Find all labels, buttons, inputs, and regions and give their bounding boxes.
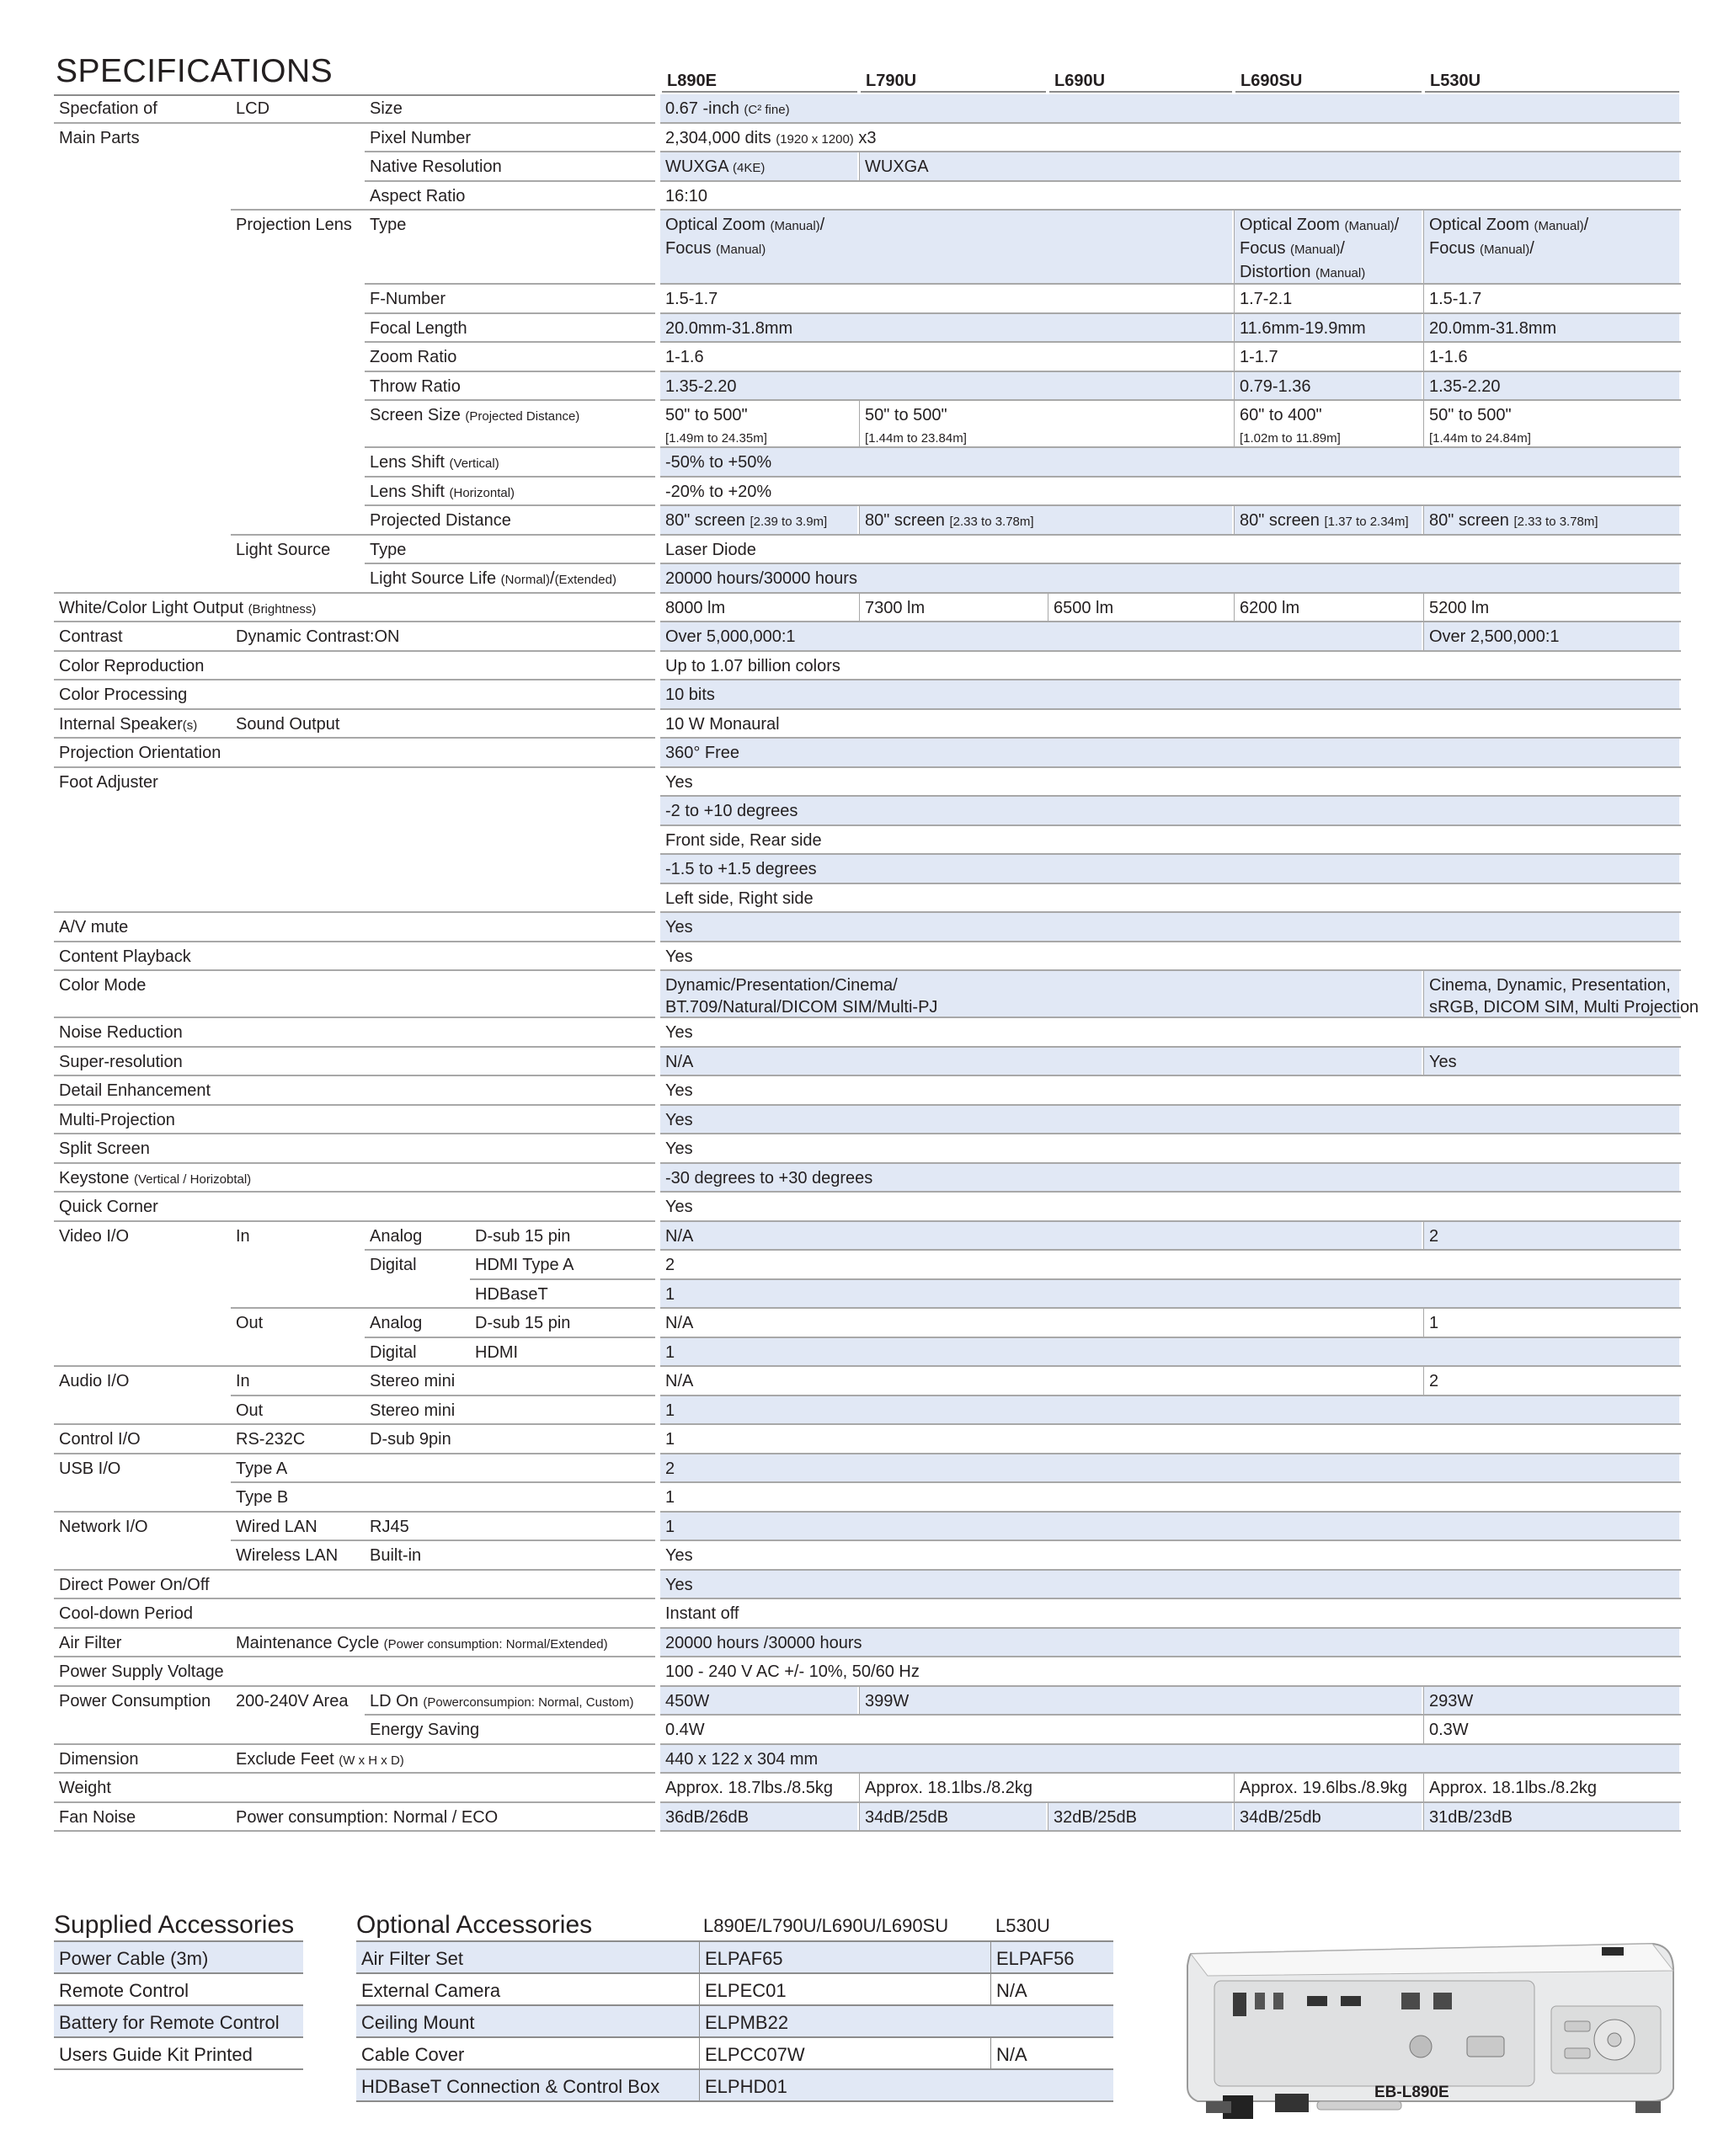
spec-value-cell: 1 [660,1396,1679,1424]
spec-value-cell: N/A [660,1309,1422,1337]
spec-value-cell: 0.67 -inch (C² fine) [660,94,1679,122]
spec-label-c3: Energy Saving [370,1721,480,1739]
spec-value-cell: 2 [1423,1222,1679,1250]
spec-label-c3: Analog [370,1226,423,1246]
model-header-rule [1425,91,1679,93]
spec-value-cell: 20000 hours/30000 hours [660,564,1679,592]
label-rule [231,1307,655,1309]
spec-label-c1: Keystone (Vertical / Horizobtal) [59,1168,252,1187]
spec-value-cell: -50% to +50% [660,448,1679,476]
spec-label-c2: Sound Output [236,714,340,734]
spec-label-c3: Lens Shift (Vertical) [370,453,499,472]
spec-label-c1: Weight [59,1779,111,1797]
spec-label-c3: Lens Shift (Horizontal) [370,482,515,501]
spec-value-cell: 1.5-1.7 [660,285,1232,312]
spec-value-cell: Yes [660,768,1679,796]
spec-label-c1: White/Color Light Output (Brightness) [59,598,317,617]
spec-label-c2: Power consumption: Normal / ECO [236,1807,499,1827]
spec-label-c1: Internal Speaker(s) [59,714,198,734]
spec-value-cell: Laser Diode [660,536,1679,563]
spec-label-c2: 200-240V Area [236,1691,349,1710]
spec-value-cell: Optical Zoom (Manual)/ Focus (Manual) [660,211,1232,283]
optional-accessory-name: HDBaseT Connection & Control Box [356,2070,699,2102]
product-caption: EB-L890E [1374,2084,1449,2101]
spec-value-cell: -2 to +10 degrees [660,797,1679,825]
spec-value-cell: 80" screen [2.33 to 3.78m] [1423,506,1679,534]
spec-value-cell: 1 [660,1425,1679,1453]
optional-accessory-name: External Camera [356,1974,699,2006]
spec-value-cell: 1.35-2.20 [660,372,1232,400]
spec-label-c1: Main Parts [59,128,140,147]
page-title: SPECIFICATIONS [56,53,333,89]
spec-label-c3: Projected Distance [370,511,511,530]
spec-value-cell: Over 5,000,000:1 [660,622,1422,650]
spec-label-c3: Focal Length [370,318,467,338]
spec-value-cell: 7300 lm [859,594,1046,622]
supplied-top-rule [54,1940,303,1942]
spec-value-cell: Front side, Rear side [660,826,1679,854]
spec-label-c1: Detail Enhancement [59,1081,211,1100]
spec-value-cell: 2 [660,1251,1679,1278]
spec-label-c1: Air Filter [59,1633,122,1652]
optional-accessory-part-b: N/A [990,2038,1113,2070]
spec-value-cell: Yes [660,913,1679,941]
spec-label-c3: Pixel Number [370,128,472,147]
spec-label-c2: Out [236,1401,264,1420]
supplied-accessory-item: Users Guide Kit Printed [54,2038,303,2070]
spec-value-cell: Yes [660,1571,1679,1598]
optional-accessory-part-a: ELPHD01 [699,2070,1113,2102]
optional-accessory-part-a: ELPMB22 [699,2006,1113,2038]
spec-label-c2: Maintenance Cycle (Power consumption: Normal/Extended) [236,1633,608,1652]
optional-accessories-heading: Optional Accessories [356,1911,593,1939]
spec-label-c3: Aspect Ratio [370,186,466,205]
spec-value-cell: 11.6mm-19.9mm [1234,314,1422,342]
spec-label-c3: Analog [370,1314,423,1332]
spec-value-cell: 1 [1423,1309,1679,1337]
label-rule [54,911,655,913]
spec-value-cell: Approx. 18.1lbs./8.2kg [1423,1774,1679,1801]
spec-label-c3: RJ45 [370,1517,409,1536]
spec-value-cell: -20% to +20% [660,478,1679,505]
model-header-rule [1049,91,1232,93]
spec-value-cell: 0.79-1.36 [1234,372,1422,400]
label-rule [54,1365,655,1367]
spec-label-c3: Zoom Ratio [370,348,457,366]
spec-label-c3: Throw Ratio [370,376,461,396]
spec-label-c3: Digital [370,1342,417,1362]
spec-label-c3: Digital [370,1256,417,1274]
spec-label-c3: Light Source Life (Normal)/(Extended) [370,569,616,588]
label-rule [231,1481,655,1483]
spec-value-cell: 20.0mm-31.8mm [660,314,1232,342]
spec-value-cell: 1 [660,1513,1679,1540]
spec-value-cell: Yes [660,1193,1679,1220]
spec-label-c1: Projection Orientation [59,744,221,762]
spec-label-c2: Wireless LAN [236,1546,339,1565]
optional-accessory-name: Ceiling Mount [356,2006,699,2038]
spec-value-cell: 1-1.6 [1423,343,1679,371]
spec-label-c1: Direct Power On/Off [59,1575,210,1594]
spec-label-c4: D-sub 15 pin [475,1314,571,1332]
spec-label-c3: D-sub 9pin [370,1430,451,1449]
spec-value-cell: 2 [660,1454,1679,1482]
spec-value-cell: 1.7-2.1 [1234,285,1422,312]
spec-value-cell: 80" screen [2.39 to 3.9m] [660,506,857,534]
spec-label-c2: Light Source [236,540,331,559]
spec-value-cell: Dynamic/Presentation/Cinema/ BT.709/Natural/DICOM SIM/Multi-PJ [660,971,1422,1017]
supplied-accessory-item: Power Cable (3m) [54,1942,303,1974]
spec-value-cell: Up to 1.07 billion colors [660,652,1679,680]
spec-label-c3: Screen Size (Projected Distance) [370,406,580,424]
spec-label-c1: Network I/O [59,1517,148,1536]
spec-label-c1: Noise Reduction [59,1023,183,1042]
spec-label-c1: Fan Noise [59,1807,136,1827]
spec-value-cell: Approx. 19.6lbs./8.9kg [1234,1774,1422,1801]
spec-value-cell: Yes [660,1106,1679,1134]
spec-label-c4: HDMI [475,1342,519,1362]
spec-label-c1: Video I/O [59,1226,130,1246]
spec-value-cell: 399W [859,1687,1422,1715]
spec-value-cell: 32dB/25dB [1048,1803,1232,1831]
supplied-accessory-item: Remote Control [54,1974,303,2006]
spec-value-cell: 80" screen [2.33 to 3.78m] [859,506,1232,534]
spec-value-cell: -1.5 to +1.5 degrees [660,855,1679,883]
model-header-rule [662,91,857,93]
spec-label-c3: Built-in [370,1546,422,1565]
optional-accessory-part-b: N/A [990,1974,1113,2006]
spec-value-cell: Approx. 18.1lbs./8.2kg [859,1774,1232,1801]
spec-label-c1: Dimension [59,1749,139,1769]
spec-label-c3: F-Number [370,290,446,308]
row-rule [660,1830,1681,1832]
spec-value-cell: 20000 hours /30000 hours [660,1629,1679,1657]
spec-value-cell: Yes [660,942,1679,970]
optional-col-b-header: L530U [995,1915,1050,1936]
spec-value-cell: Yes [660,1018,1679,1046]
spec-value-cell: 1.35-2.20 [1423,372,1679,400]
model-header-l790u: L790U [866,72,917,90]
optional-accessory-part-a: ELPCC07W [699,2038,990,2070]
spec-value-cell: 0.3W [1423,1716,1679,1743]
spec-label-c1: Color Reproduction [59,656,205,675]
spec-value-cell: 60" to 400" [1.02m to 11.89m] [1234,401,1422,446]
optional-accessory-name: Cable Cover [356,2038,699,2070]
spec-label-c2: RS-232C [236,1430,306,1449]
spec-label-c1: Multi-Projection [59,1110,175,1129]
spec-value-cell: 80" screen [1.37 to 2.34m] [1234,506,1422,534]
spec-label-c1: Content Playback [59,947,191,966]
label-rule [54,1830,655,1832]
spec-value-cell: 50" to 500" [1.44m to 24.84m] [1423,401,1679,446]
spec-label-c1: Audio I/O [59,1372,130,1390]
spec-label-c2: LCD [236,99,270,118]
spec-value-cell: 10 bits [660,680,1679,708]
spec-label-c1: Super-resolution [59,1052,183,1071]
spec-value-cell: N/A [660,1048,1422,1075]
spec-label-c3: Type [370,540,407,559]
spec-label-c1: A/V mute [59,918,129,937]
optional-col-a-header: L890E/L790U/L690U/L690SU [703,1915,949,1936]
spec-value-cell: 6200 lm [1234,594,1422,622]
spec-label-c1: Specfation of [59,99,157,118]
spec-label-c2: Out [236,1314,264,1332]
spec-value-cell: WUXGA (4KE) [660,152,857,180]
model-header-l890e: L890E [667,72,717,90]
spec-value-cell: 31dB/23dB [1423,1803,1679,1831]
spec-value-cell: Yes [660,1134,1679,1162]
optional-accessory-part-a: ELPAF65 [699,1942,990,1974]
spec-value-cell: 20.0mm-31.8mm [1423,314,1679,342]
spec-value-cell: 293W [1423,1687,1679,1715]
spec-label-c2: In [236,1372,250,1390]
spec-value-cell: WUXGA [859,152,1679,180]
spec-value-cell: 6500 lm [1048,594,1232,622]
spec-value-cell: 1 [660,1280,1679,1308]
spec-value-cell: 34dB/25dB [859,1803,1046,1831]
spec-value-cell: Instant off [660,1599,1679,1627]
spec-value-cell: 5200 lm [1423,594,1679,622]
spec-value-cell: Yes [660,1076,1679,1104]
spec-value-cell: 2 [1423,1367,1679,1395]
spec-value-cell: 440 x 122 x 304 mm [660,1745,1679,1773]
spec-label-c1: Cool-down Period [59,1604,193,1623]
spec-value-cell: 8000 lm [660,594,857,622]
model-header-l690su: L690SU [1240,72,1303,90]
spec-label-c4: HDBaseT [475,1284,548,1304]
spec-label-c1: Split Screen [59,1139,150,1158]
spec-value-cell: 50" to 500" [1.49m to 24.35m] [660,401,857,446]
model-header-rule [1235,91,1422,93]
spec-label-c3: LD On (Powerconsumpion: Normal, Custom) [370,1691,634,1710]
spec-value-cell: -30 degrees to +30 degrees [660,1164,1679,1192]
optional-accessory-name: Air Filter Set [356,1942,699,1974]
spec-value-cell: 10 W Monaural [660,710,1679,738]
spec-value-cell: 1 [660,1483,1679,1511]
spec-label-c2: Type A [236,1459,288,1478]
spec-value-cell: 16:10 [660,182,1679,210]
spec-label-c1: Quick Corner [59,1198,158,1216]
spec-value-cell: 1.5-1.7 [1423,285,1679,312]
spec-label-c3: Type [370,216,407,234]
spec-label-c2: In [236,1226,250,1246]
label-rule [54,1772,655,1774]
spec-label-c1: Color Mode [59,976,147,995]
spec-label-c2: Dynamic Contrast:ON [236,627,400,646]
spec-value-cell: 36dB/26dB [660,1803,857,1831]
spec-value-cell: 360° Free [660,739,1679,766]
spec-label-c4: D-sub 15 pin [475,1226,571,1246]
spec-value-cell: Yes [660,1541,1679,1569]
optional-accessory-part-a: ELPEC01 [699,1974,990,2006]
optional-accessory-part-b: ELPAF56 [990,1942,1113,1974]
supplied-accessory-item: Battery for Remote Control [54,2006,303,2038]
spec-value-cell: 34dB/25db [1234,1803,1422,1831]
spec-value-cell: Approx. 18.7lbs./8.5kg [660,1774,857,1801]
spec-label-c2: Exclude Feet (W x H x D) [236,1749,404,1769]
spec-label-c1: Foot Adjuster [59,772,158,792]
spec-label-c1: USB I/O [59,1459,121,1478]
spec-value-cell: Optical Zoom (Manual)/ Focus (Manual)/ Distortion (Manual) [1234,211,1422,283]
spec-value-cell: 0.4W [660,1716,1422,1743]
spec-value-cell: Optical Zoom (Manual)/ Focus (Manual)/ [1423,211,1679,283]
spec-value-cell: Yes [1423,1048,1679,1075]
spec-label-c1: Power Consumption [59,1691,211,1710]
spec-label-c1: Color Processing [59,686,188,704]
model-header-rule [861,91,1046,93]
optional-top-rule [356,1940,1113,1942]
supplied-accessories-heading: Supplied Accessories [54,1911,295,1939]
spec-value-cell: 1-1.7 [1234,343,1422,371]
spec-label-c2: Wired LAN [236,1517,317,1536]
spec-label-c3: Stereo mini [370,1372,456,1390]
spec-label-c4: HDMI Type A [475,1256,574,1274]
model-header-l530u: L530U [1430,72,1481,90]
spec-label-c1: Control I/O [59,1430,141,1449]
spec-value-cell: 1 [660,1338,1679,1366]
spec-value-cell: Cinema, Dynamic, Presentation, sRGB, DICOM SIM, Multi Projection [1423,971,1679,1017]
model-header-l690u: L690U [1054,72,1106,90]
spec-label-c3: Size [370,99,403,118]
spec-label-c2: Projection Lens [236,216,352,234]
spec-value-cell: 50" to 500" [1.44m to 23.84m] [859,401,1232,446]
spec-value-cell: 450W [660,1687,857,1715]
spec-value-cell: N/A [660,1367,1422,1395]
spec-value-cell: 1-1.6 [660,343,1232,371]
spec-label-c3: Stereo mini [370,1401,456,1420]
spec-value-cell: Over 2,500,000:1 [1423,622,1679,650]
spec-value-cell: 2,304,000 dits (1920 x 1200) x3 [660,124,1679,152]
spec-label-c1: Power Supply Voltage [59,1662,224,1681]
spec-label-c3: Native Resolution [370,157,502,176]
spec-label-c2: Type B [236,1488,289,1507]
spec-label-c1: Contrast [59,627,123,646]
spec-value-cell: Left side, Right side [660,884,1679,912]
spec-value-cell: N/A [660,1222,1422,1250]
label-rule [54,1453,655,1454]
spec-value-cell: 100 - 240 V AC +/- 10%, 50/60 Hz [660,1657,1679,1685]
